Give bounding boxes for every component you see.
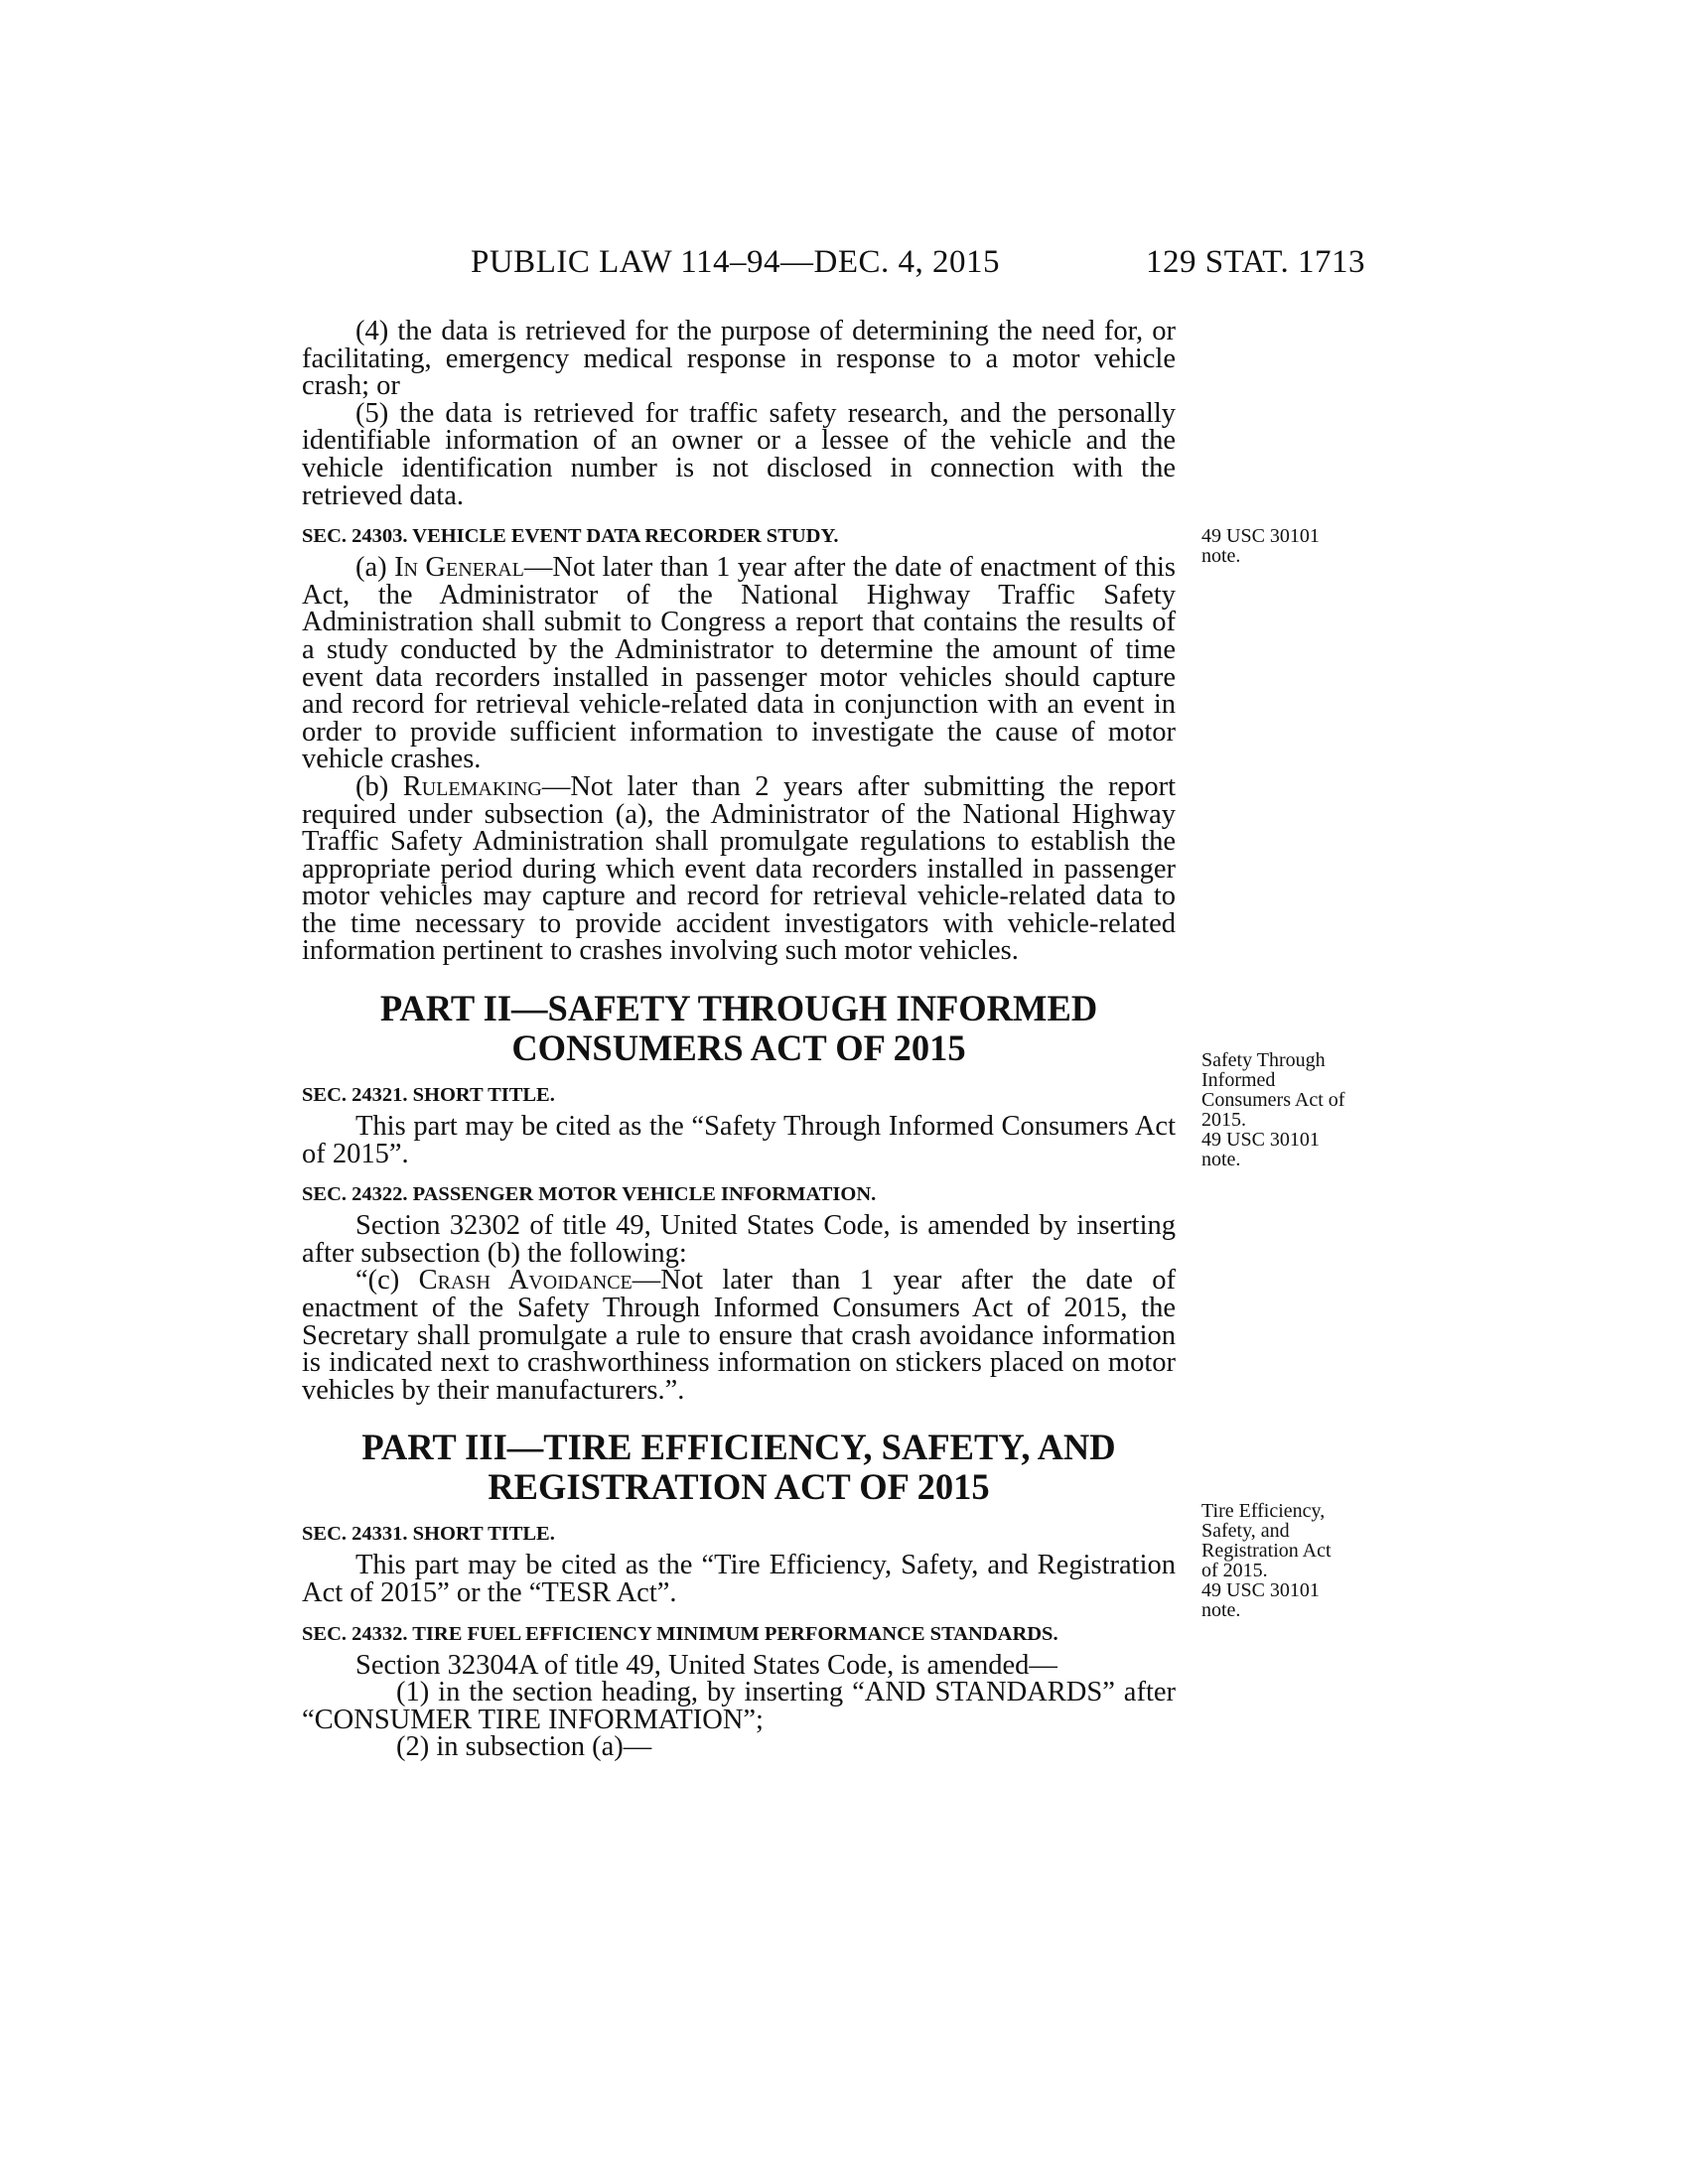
margin-note-line: Safety Through — [1201, 1049, 1326, 1071]
margin-note-line: note. — [1201, 1149, 1241, 1170]
subsection-a-label: (a) — [355, 552, 395, 584]
subsection-a-general — [302, 554, 1176, 773]
subsection-b-label: (b) — [355, 770, 403, 802]
section-24322-text: Section 32302 of title 49, United States Code, is amended by inserting after subsection (b) the following: — [302, 1210, 1176, 1269]
margin-note-part-iii — [1201, 1501, 1400, 1620]
section-24332-text: Section 32304A of title 49, United States Code, is amended— — [355, 1649, 1057, 1681]
margin-note-line: Informed — [1201, 1069, 1276, 1091]
margin-note-24303 — [1201, 526, 1400, 566]
subsection-b-rulemaking — [302, 770, 1176, 967]
section-24331-text: This part may be cited as the “Tire Efficiency, Safety, and Registration Act of 2015” or the “TESR Act”. — [302, 1550, 1176, 1608]
section-heading-24332: SEC. 24332. TIRE FUEL EFFICIENCY MINIMUM PERFORMANCE STANDARDS. — [302, 1622, 1058, 1645]
paragraph-item-4: (4) the data is retrieved for the purpose of determining the need for, or facilitating, emergency medical response in response to a motor vehicle crash; or — [302, 316, 1176, 402]
subsection-b-caption: Rulemaking — [402, 770, 542, 802]
section-24332-item-2: (2) in subsection (a)— — [396, 1731, 652, 1763]
section-heading-24303: SEC. 24303. VEHICLE EVENT DATA RECORDER STUDY. — [302, 525, 839, 548]
margin-note-line: Tire Efficiency, — [1201, 1500, 1326, 1522]
section-heading-24322: SEC. 24322. PASSENGER MOTOR VEHICLE INFORMATION. — [302, 1183, 877, 1206]
part-iii-line-1: PART III—TIRE EFFICIENCY, SAFETY, AND — [361, 1427, 1116, 1468]
part-ii-line-2: CONSUMERS ACT OF 2015 — [511, 1027, 966, 1069]
subsection-c-label: “(c) — [355, 1265, 419, 1297]
subsection-c-text: —Not later than 1 year after the date of enactment of the Safety Through Informed Consumers Act of 2015, the Secretary shall promulgate a rule to ensure that crash avoidance information is indicated next to crashworthiness information on stickers placed on motor vehicles by their manufacturers.”. — [302, 1265, 1176, 1406]
margin-note-line: Consumers Act of — [1201, 1089, 1345, 1111]
margin-note-line: 2015. — [1201, 1109, 1246, 1131]
paragraph-item-5: (5) the data is retrieved for traffic safety research, and the personally identifiable information of an owner or a lessee of the vehicle and the vehicle identification number is not disclosed in connection with the retrieved data. — [302, 397, 1176, 511]
margin-note-line: 49 USC 30101 — [1201, 525, 1320, 547]
part-iii-heading — [302, 1428, 1176, 1507]
margin-note-line: 49 USC 30101 — [1201, 1579, 1320, 1601]
section-heading-24331: SEC. 24331. SHORT TITLE. — [302, 1523, 555, 1546]
margin-note-line: Safety, and — [1201, 1520, 1290, 1542]
margin-note-line: Registration Act — [1201, 1540, 1332, 1562]
margin-note-line: note. — [1201, 545, 1241, 567]
running-header-title: PUBLIC LAW 114–94—DEC. 4, 2015 — [471, 244, 1001, 280]
margin-note-part-ii — [1201, 1050, 1400, 1169]
subsection-a-caption: In General — [394, 552, 524, 584]
subsection-c-crash-avoidance — [302, 1267, 1176, 1404]
subsection-a-text: —Not later than 1 year after the date of enactment of this Act, the Administrator of the National Highway Traffic Safety Administration shall submit to Congress a report that contains the results of a study conducted by the Administrator to determine the amount of time event data recorders installed in passenger motor vehicles should capture and record for retrieval vehicle-related data in conjunction with an event in order to provide sufficient information to investigate the cause of motor vehicle crashes. — [302, 552, 1176, 775]
section-heading-24321: SEC. 24321. SHORT TITLE. — [302, 1084, 555, 1107]
part-ii-line-1: PART II—SAFETY THROUGH INFORMED — [379, 988, 1098, 1029]
margin-note-line: note. — [1201, 1599, 1241, 1621]
subsection-b-text: —Not later than 2 years after submitting the report required under subsection (a), the Administrator of the National Highway Traffic Safety Administration shall promulgate regulations to establish the appropriate period during which event data recorders installed in passenger motor vehicles may capture and record for retrieval vehicle-related data to the time necessary to provide accident investigators with vehicle-related information pertinent to crashes involving such motor vehicles. — [302, 770, 1176, 967]
part-iii-line-2: REGISTRATION ACT OF 2015 — [488, 1466, 990, 1508]
margin-note-line: of 2015. — [1201, 1560, 1268, 1581]
part-ii-heading — [302, 989, 1176, 1068]
subsection-c-caption: Crash Avoidance — [418, 1265, 633, 1297]
section-24332-item-1: (1) in the section heading, by inserting “AND STANDARDS” after “CONSUMER TIRE INFORMATION”; — [302, 1677, 1176, 1735]
margin-note-line: 49 USC 30101 — [1201, 1129, 1320, 1151]
section-24321-text: This part may be cited as the “Safety Through Informed Consumers Act of 2015”. — [302, 1111, 1176, 1169]
page-number: 129 STAT. 1713 — [1146, 244, 1366, 280]
main-text-column — [302, 318, 1176, 1761]
